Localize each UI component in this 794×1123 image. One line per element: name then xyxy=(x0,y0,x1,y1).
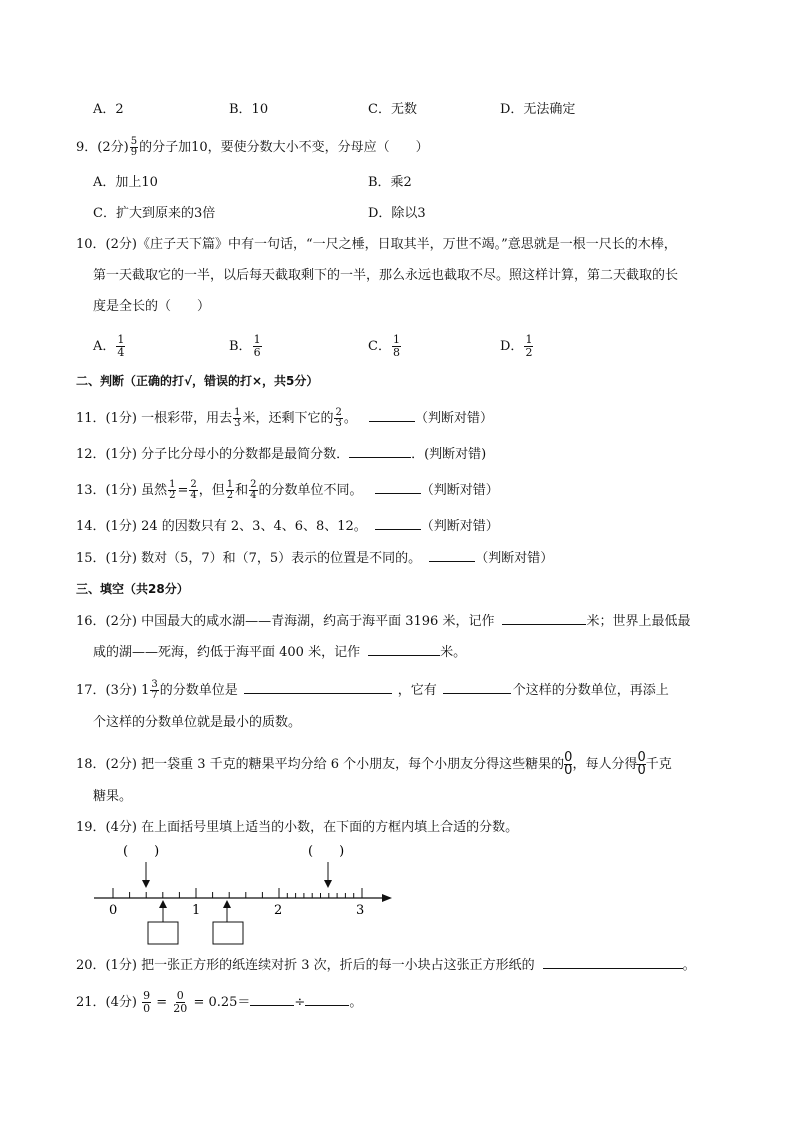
question-18-line2: 糖果。 xyxy=(93,789,133,804)
q11-answer-blank[interactable] xyxy=(369,408,415,422)
tick-label-3: 3 xyxy=(356,903,365,918)
answer-box-right[interactable] xyxy=(213,922,243,944)
question-20: 20．(1分) 把一张正方形的纸连续对折 3 次，折后的每一小块占这张正方形纸的 。 xyxy=(76,955,696,975)
question-18-line1: 18．(2分) 把一袋重 3 千克的糖果平均分给 6 个小朋友，每个小朋友分得这些糖果的 $\frac{0}{0}$ ，每人分得 $\frac{0}{0}$ 千克 xyxy=(76,750,672,778)
arrowhead-up-right xyxy=(223,900,231,908)
section-2-title: 二、判断（正确的打√，错误的打×，共5分） xyxy=(76,374,319,388)
question-11: 11．(1分) 一根彩带，用去 $\frac{1}{3}$ 米，还剩下它的 $\frac{2}{3}$ 。 （判断对错） xyxy=(76,407,494,429)
q18-fraction-blank-2[interactable]: $\frac{0}{0}$ xyxy=(637,750,646,778)
q17-answer-blank-1[interactable] xyxy=(244,680,392,694)
q21-answer-blank-2[interactable] xyxy=(305,992,349,1006)
q15-answer-blank[interactable] xyxy=(429,548,475,562)
question-14: 14．(1分) 24 的因数只有 2、3、4、6、8、12。 （判断对错） xyxy=(76,516,499,536)
q9-fraction: $\frac{5}{9}$ xyxy=(130,136,138,158)
q10-option-b: B． $\frac{1}{6}$ xyxy=(229,333,261,359)
arrowhead-down-right xyxy=(324,880,332,888)
q8-option-c: C．无数 xyxy=(368,102,417,117)
q9-option-c: C．扩大到原来的3倍 xyxy=(93,206,216,221)
q12-answer-blank[interactable] xyxy=(349,444,411,458)
q10-option-c: C． $\frac{1}{8}$ xyxy=(368,333,400,359)
tick-label-0: 0 xyxy=(109,903,118,918)
question-16-line2: 咸的湖——死海，约低于海平面 400 米，记作 米。 xyxy=(93,642,466,662)
q17-answer-blank-2[interactable] xyxy=(443,680,511,694)
paren-top-left[interactable]: ( ) xyxy=(123,844,160,859)
answer-box-left[interactable] xyxy=(148,922,178,944)
q8-option-b: B．10 xyxy=(229,102,269,117)
tick-label-1: 1 xyxy=(192,903,201,918)
q9-text: 的分子加10，要使分数大小不变，分母应（ ） xyxy=(139,140,429,155)
question-19: 19．(4分) 在上面括号里填上适当的小数，在下面的方框内填上合适的分数。 xyxy=(76,820,519,835)
question-16-line1: 16．(2分) 中国最大的咸水湖——青海湖，约高于海平面 3196 米，记作 米；世界上最低最 xyxy=(76,611,690,631)
question-10-line3: 度是全长的（ ） xyxy=(93,299,211,314)
question-12: 12．(1分) 分子比分母小的分数都是最简分数． ．(判断对错) xyxy=(76,444,486,464)
number-line-figure xyxy=(90,840,400,950)
q9-option-a: A．加上10 xyxy=(93,175,158,190)
tick-label-2: 2 xyxy=(274,903,283,918)
question-13: 13．(1分) 虽然 $\frac{1}{2}$ = $\frac{2}{4}$ ，但 $\frac{1}{2}$ 和 $\frac{2}{4}$ 的分数单位不同。 （判断对错） xyxy=(76,479,499,501)
section-3-title: 三、填空（共28分） xyxy=(76,582,189,596)
q16-answer-blank-1[interactable] xyxy=(502,611,586,625)
q10-option-d: D． $\frac{1}{2}$ xyxy=(500,333,533,359)
q8-option-d: D．无法确定 xyxy=(500,102,576,117)
paren-top-right[interactable]: ( ) xyxy=(308,844,345,859)
q14-answer-blank[interactable] xyxy=(375,516,421,530)
question-17-line2: 个这样的分数单位就是最小的质数。 xyxy=(93,715,302,730)
q13-answer-blank[interactable] xyxy=(375,480,421,494)
q21-answer-blank-1[interactable] xyxy=(250,992,294,1006)
question-9 xyxy=(76,137,429,158)
q9-option-b: B．乘2 xyxy=(368,175,412,190)
q18-fraction-blank-1[interactable]: $\frac{0}{0}$ xyxy=(564,750,573,778)
q9-prefix: 9．(2分) xyxy=(76,140,129,155)
q9-option-d: D．除以3 xyxy=(368,206,426,221)
q8-option-a: A．2 xyxy=(93,102,124,117)
number-line-ticks xyxy=(113,888,362,898)
question-21: 21．(4分) $\frac{9}{0}$ = $\frac{0}{20}$ = 0.25＝ ÷ 。 xyxy=(76,989,363,1015)
question-17-line1: 17．(3分) 1 $\frac{3}{7}$ 的分数单位是 ，它有 个这样的分数单位，再添上 xyxy=(76,679,669,701)
q16-answer-blank-2[interactable] xyxy=(368,642,440,656)
number-line-arrowhead xyxy=(382,894,392,902)
arrowhead-down-left xyxy=(142,880,150,888)
question-10-line1: 10．(2分)《庄子天下篇》中有一句话，“一尺之棰，日取其半，万世不竭。”意思就是一根一尺长的木棒， xyxy=(76,237,677,252)
question-10-line2: 第一天截取它的一半，以后每天截取剩下的一半，那么永远也截取不尽。照这样计算，第二天截取的长 xyxy=(93,268,679,283)
q10-option-a: A． $\frac{1}{4}$ xyxy=(93,333,125,359)
q20-answer-blank[interactable] xyxy=(543,955,683,969)
arrowhead-up-left xyxy=(159,900,167,908)
question-15: 15．(1分) 数对（5，7）和（7，5）表示的位置是不同的。 （判断对错） xyxy=(76,548,553,568)
